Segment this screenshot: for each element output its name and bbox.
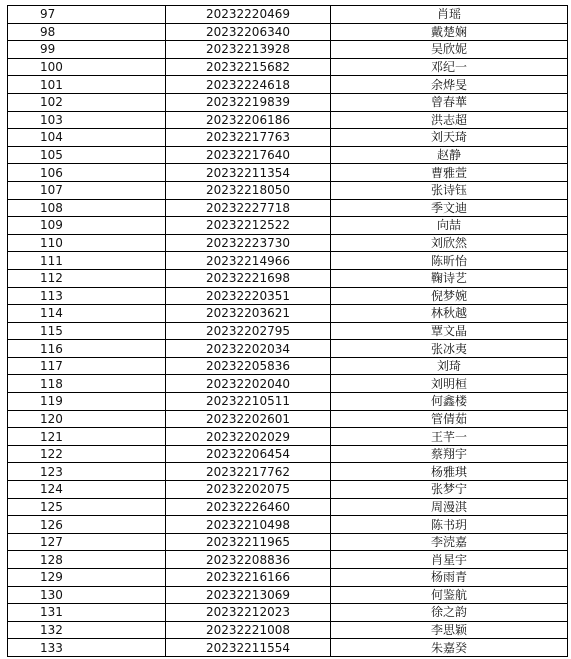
row-number-cell: 116	[8, 340, 166, 358]
table-row	[8, 146, 568, 164]
table-row	[8, 393, 568, 411]
student-name-cell: 李思颖	[331, 621, 568, 639]
student-table-body	[8, 6, 568, 657]
table-row	[8, 41, 568, 59]
student-id-cell: 20232215682	[166, 58, 331, 76]
table-row	[8, 375, 568, 393]
table-row	[8, 129, 568, 147]
row-number-cell: 131	[8, 604, 166, 622]
table-row	[8, 287, 568, 305]
student-id-cell: 20232202601	[166, 410, 331, 428]
student-id-cell: 20232227718	[166, 199, 331, 217]
student-name-cell: 李涜嘉	[331, 533, 568, 551]
table-row	[8, 428, 568, 446]
student-name-cell: 张梦宁	[331, 481, 568, 499]
student-id-cell: 20232202040	[166, 375, 331, 393]
table-row	[8, 498, 568, 516]
student-name-cell: 曾春華	[331, 93, 568, 111]
row-number-cell: 106	[8, 164, 166, 182]
row-number-cell: 117	[8, 357, 166, 375]
student-id-cell: 20232210511	[166, 393, 331, 411]
student-id-cell: 20232212522	[166, 217, 331, 235]
table-row	[8, 340, 568, 358]
student-id-cell: 20232211554	[166, 639, 331, 657]
student-name-cell: 刘明桓	[331, 375, 568, 393]
row-number-cell: 120	[8, 410, 166, 428]
table-row	[8, 23, 568, 41]
student-name-cell: 杨雨青	[331, 569, 568, 587]
student-id-cell: 20232221698	[166, 269, 331, 287]
student-name-cell: 王芊一	[331, 428, 568, 446]
student-name-cell: 朱嘉癸	[331, 639, 568, 657]
student-list-sheet	[7, 5, 568, 657]
student-table	[7, 5, 568, 657]
student-name-cell: 刘天琦	[331, 129, 568, 147]
student-name-cell: 赵静	[331, 146, 568, 164]
row-number-cell: 127	[8, 533, 166, 551]
row-number-cell: 125	[8, 498, 166, 516]
student-id-cell: 20232202029	[166, 428, 331, 446]
row-number-cell: 123	[8, 463, 166, 481]
table-row	[8, 481, 568, 499]
student-id-cell: 20232226460	[166, 498, 331, 516]
student-id-cell: 20232219839	[166, 93, 331, 111]
row-number-cell: 126	[8, 516, 166, 534]
table-row	[8, 58, 568, 76]
table-row	[8, 269, 568, 287]
table-row	[8, 164, 568, 182]
row-number-cell: 121	[8, 428, 166, 446]
student-name-cell: 陈书玥	[331, 516, 568, 534]
student-name-cell: 向喆	[331, 217, 568, 235]
student-id-cell: 20232214966	[166, 252, 331, 270]
student-id-cell: 20232213928	[166, 41, 331, 59]
student-id-cell: 20232223730	[166, 234, 331, 252]
student-name-cell: 林秋越	[331, 305, 568, 323]
table-row	[8, 445, 568, 463]
student-name-cell: 季文迪	[331, 199, 568, 217]
student-name-cell: 肖瑶	[331, 6, 568, 24]
student-id-cell: 20232211965	[166, 533, 331, 551]
row-number-cell: 113	[8, 287, 166, 305]
student-id-cell: 20232211354	[166, 164, 331, 182]
row-number-cell: 110	[8, 234, 166, 252]
student-id-cell: 20232216166	[166, 569, 331, 587]
student-name-cell: 张冰夷	[331, 340, 568, 358]
row-number-cell: 103	[8, 111, 166, 129]
row-number-cell: 130	[8, 586, 166, 604]
student-name-cell: 曹雅萱	[331, 164, 568, 182]
table-row	[8, 516, 568, 534]
row-number-cell: 119	[8, 393, 166, 411]
table-row	[8, 181, 568, 199]
table-row	[8, 76, 568, 94]
student-name-cell: 杨雅琪	[331, 463, 568, 481]
table-row	[8, 551, 568, 569]
table-row	[8, 199, 568, 217]
table-row	[8, 93, 568, 111]
row-number-cell: 109	[8, 217, 166, 235]
row-number-cell: 104	[8, 129, 166, 147]
table-row	[8, 621, 568, 639]
student-id-cell: 20232220351	[166, 287, 331, 305]
table-row	[8, 111, 568, 129]
table-row	[8, 217, 568, 235]
student-name-cell: 何鉴航	[331, 586, 568, 604]
table-row	[8, 322, 568, 340]
student-name-cell: 洪志超	[331, 111, 568, 129]
table-row	[8, 357, 568, 375]
student-name-cell: 周漫淇	[331, 498, 568, 516]
table-row	[8, 604, 568, 622]
row-number-cell: 98	[8, 23, 166, 41]
table-row	[8, 639, 568, 657]
student-name-cell: 鞠诗艺	[331, 269, 568, 287]
student-name-cell: 覃文晶	[331, 322, 568, 340]
student-id-cell: 20232224618	[166, 76, 331, 94]
row-number-cell: 129	[8, 569, 166, 587]
table-row	[8, 252, 568, 270]
student-id-cell: 20232220469	[166, 6, 331, 24]
student-name-cell: 刘欣然	[331, 234, 568, 252]
student-name-cell: 肖星宇	[331, 551, 568, 569]
student-id-cell: 20232202034	[166, 340, 331, 358]
student-name-cell: 管倩茹	[331, 410, 568, 428]
student-name-cell: 徐之韵	[331, 604, 568, 622]
row-number-cell: 114	[8, 305, 166, 323]
student-name-cell: 蔡翔宇	[331, 445, 568, 463]
row-number-cell: 124	[8, 481, 166, 499]
student-id-cell: 20232206186	[166, 111, 331, 129]
student-name-cell: 倪梦婉	[331, 287, 568, 305]
row-number-cell: 112	[8, 269, 166, 287]
row-number-cell: 133	[8, 639, 166, 657]
student-id-cell: 20232221008	[166, 621, 331, 639]
student-id-cell: 20232203621	[166, 305, 331, 323]
row-number-cell: 128	[8, 551, 166, 569]
row-number-cell: 101	[8, 76, 166, 94]
student-name-cell: 何鑫楼	[331, 393, 568, 411]
student-name-cell: 陈昕怡	[331, 252, 568, 270]
table-row	[8, 410, 568, 428]
student-name-cell: 张诗钰	[331, 181, 568, 199]
row-number-cell: 107	[8, 181, 166, 199]
row-number-cell: 132	[8, 621, 166, 639]
student-id-cell: 20232212023	[166, 604, 331, 622]
table-row	[8, 6, 568, 24]
row-number-cell: 111	[8, 252, 166, 270]
student-name-cell: 吴欣妮	[331, 41, 568, 59]
student-id-cell: 20232217640	[166, 146, 331, 164]
student-id-cell: 20232217762	[166, 463, 331, 481]
student-name-cell: 邓纪一	[331, 58, 568, 76]
row-number-cell: 122	[8, 445, 166, 463]
student-name-cell: 刘琦	[331, 357, 568, 375]
table-row	[8, 533, 568, 551]
row-number-cell: 102	[8, 93, 166, 111]
student-id-cell: 20232218050	[166, 181, 331, 199]
student-id-cell: 20232202075	[166, 481, 331, 499]
student-id-cell: 20232208836	[166, 551, 331, 569]
row-number-cell: 99	[8, 41, 166, 59]
row-number-cell: 97	[8, 6, 166, 24]
student-id-cell: 20232206340	[166, 23, 331, 41]
row-number-cell: 118	[8, 375, 166, 393]
student-id-cell: 20232210498	[166, 516, 331, 534]
student-id-cell: 20232206454	[166, 445, 331, 463]
student-id-cell: 20232217763	[166, 129, 331, 147]
row-number-cell: 105	[8, 146, 166, 164]
table-row	[8, 463, 568, 481]
student-id-cell: 20232202795	[166, 322, 331, 340]
table-row	[8, 234, 568, 252]
table-row	[8, 305, 568, 323]
student-id-cell: 20232213069	[166, 586, 331, 604]
student-name-cell: 戴楚娴	[331, 23, 568, 41]
table-row	[8, 569, 568, 587]
row-number-cell: 108	[8, 199, 166, 217]
row-number-cell: 100	[8, 58, 166, 76]
table-row	[8, 586, 568, 604]
row-number-cell: 115	[8, 322, 166, 340]
student-name-cell: 余烨旻	[331, 76, 568, 94]
student-id-cell: 20232205836	[166, 357, 331, 375]
